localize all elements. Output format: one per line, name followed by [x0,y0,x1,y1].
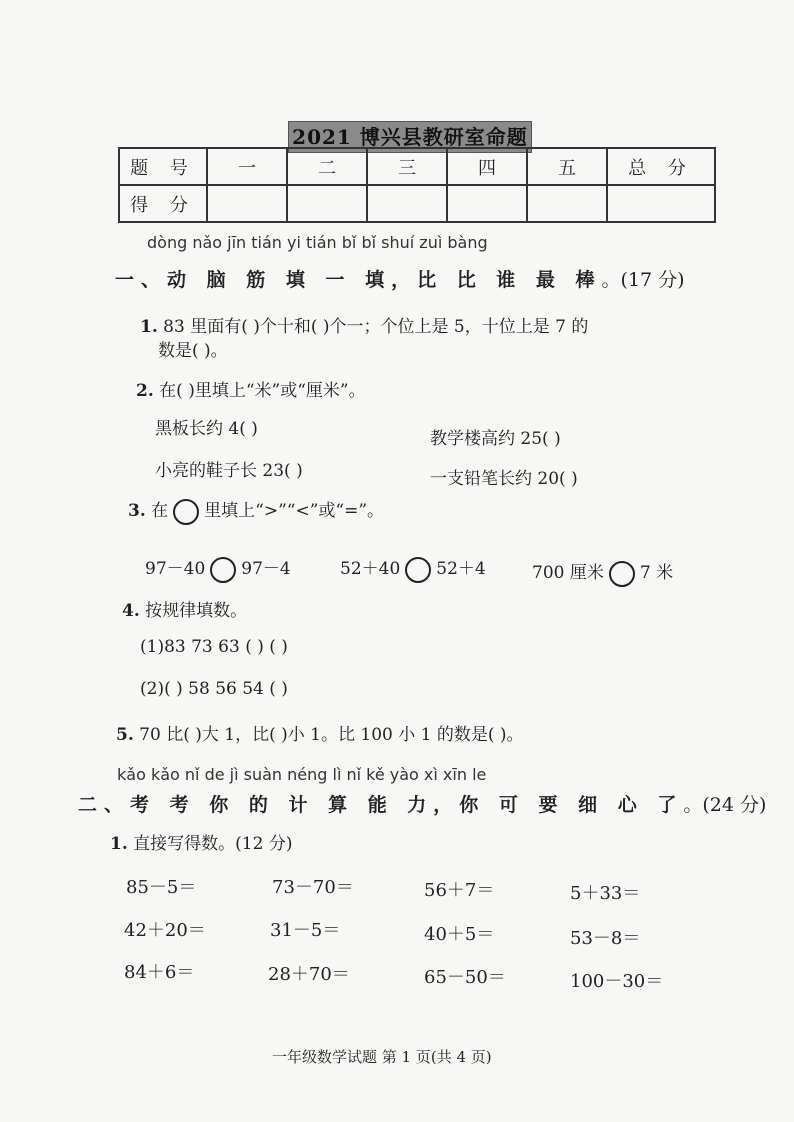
calc-item: 5＋33＝ [570,883,641,904]
compare-item [145,554,291,583]
calc-item: 85－5＝ [126,877,197,898]
score-table-cell: 五 [527,148,607,185]
question-text: 在 [151,501,169,521]
score-input-cell[interactable] [447,185,527,222]
section2-heading [78,790,766,817]
calc-item: 100－30＝ [570,971,664,992]
calc-item: 53－8＝ [570,928,641,949]
score-table-header-row [119,148,715,185]
calc-item: 65－50＝ [424,967,506,988]
score-table-cell: 三 [367,148,447,185]
score-table-cell: 总 分 [607,148,715,185]
score-input-cell[interactable] [607,185,715,222]
sequence-2: (2)( ) 58 56 54 ( ) [140,679,288,699]
score-input-cell[interactable] [287,185,367,222]
section2-heading-text: 二、考 考 你 的 计 算 能 力，你 可 要 细 心 了 [78,794,684,816]
score-table-cell: 一 [207,148,287,185]
question-3-prompt [128,496,384,525]
question-2-item: 教学楼高约 25( ) [430,429,561,449]
section1-heading [115,265,685,292]
question-1-line2: 数是( )。 [158,341,228,361]
question-number: 2. [136,381,154,401]
score-input-cell[interactable] [207,185,287,222]
score-input-cell[interactable] [527,185,607,222]
question-text: 按规律填数。 [145,601,248,621]
compare-left: 52＋40 [340,559,401,579]
exam-title: 2021 博兴县教研室命题 [288,121,532,153]
compare-right: 97－4 [241,559,291,579]
answer-circle[interactable] [210,557,236,583]
question-text: 里填上“>”“<”或“=”。 [204,501,385,521]
answer-circle[interactable] [405,557,431,583]
question-number: 1. [110,834,128,854]
calc-item: 56＋7＝ [424,880,495,901]
score-table-score-row [119,185,715,222]
section1-heading-text: 一、动 脑 筋 填 一 填，比 比 谁 最 棒 [115,269,602,291]
section1-pinyin: dòng nǎo jīn tián yi tián bǐ bǐ shuí zuì bàng [147,233,488,252]
question-2-item: 一支铅笔长约 20( ) [430,469,578,489]
calc-item: 73－70＝ [272,877,354,898]
score-table [118,147,716,223]
question-number: 5. [116,725,134,745]
question-number: 4. [122,601,140,621]
question-2-prompt [136,376,366,401]
question-1-line1 [140,312,588,337]
question-2-item: 黑板长约 4( ) [155,419,258,439]
section1-score: 。(17 分) [601,269,685,291]
section2-score: 。(24 分) [683,794,767,816]
calc-item: 84＋6＝ [124,962,195,983]
question-text: 直接写得数。(12 分) [133,834,293,854]
score-table-cell: 四 [447,148,527,185]
compare-left: 97－40 [145,559,206,579]
question-number: 3. [128,501,146,521]
score-table-cell: 得 分 [119,185,207,222]
section2-pinyin: kǎo kǎo nǐ de jì suàn néng lì nǐ kě yào xì xīn le [117,765,487,784]
blank-circle-icon [173,499,199,525]
page-footer: 一年级数学试题 第 1 页(共 4 页) [272,1048,492,1066]
question-4-prompt [122,596,247,621]
score-input-cell[interactable] [367,185,447,222]
question-number: 1. [140,317,158,337]
section2-question-1-prompt [110,829,292,854]
calc-item: 28＋70＝ [268,964,350,985]
answer-circle[interactable] [609,561,635,587]
compare-item [340,554,486,583]
question-2-item: 小亮的鞋子长 23( ) [155,461,303,481]
score-table-cell: 题 号 [119,148,207,185]
sequence-1: (1)83 73 63 ( ) ( ) [140,637,288,657]
calc-item: 40＋5＝ [424,924,495,945]
question-5 [116,720,524,745]
calc-item: 31－5＝ [270,920,341,941]
compare-item [532,558,673,587]
score-table-cell: 二 [287,148,367,185]
question-text: 在( )里填上“米”或“厘米”。 [159,381,366,401]
question-text: 83 里面有( )个十和( )个一；个位上是 5，十位上是 7 的 [163,317,589,337]
compare-right: 52＋4 [436,559,486,579]
calc-item: 42＋20＝ [124,920,206,941]
compare-left: 700 厘米 [532,563,604,583]
compare-right: 7 米 [639,563,674,583]
question-text: 70 比( )大 1，比( )小 1。比 100 小 1 的数是( )。 [139,725,524,745]
